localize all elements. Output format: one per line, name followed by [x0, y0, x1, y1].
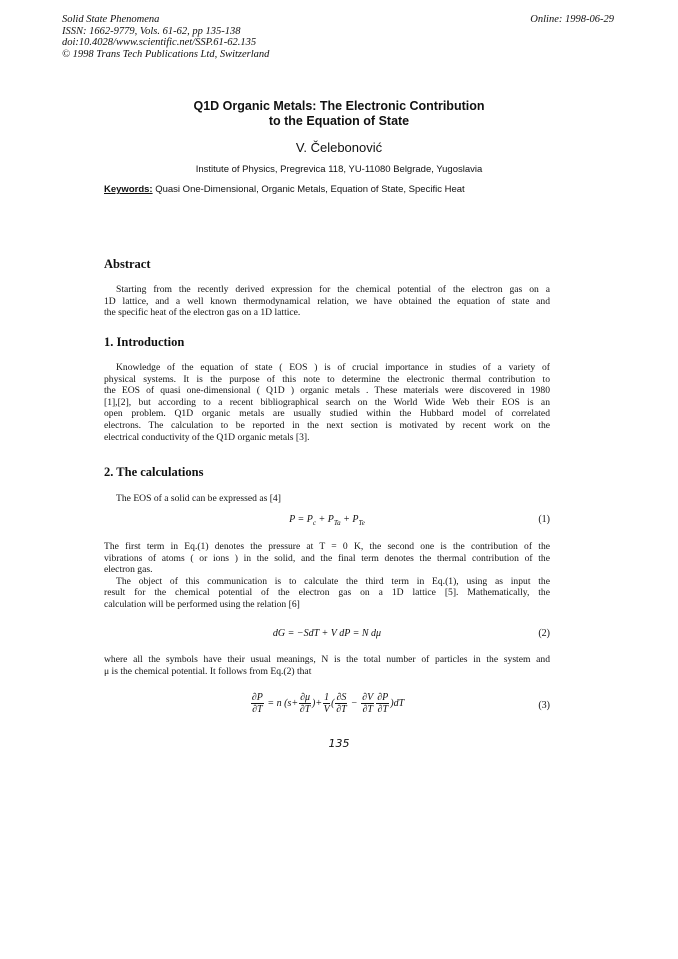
author-name: V. Čelebonović — [295, 140, 383, 155]
text-line: μ is the chemical potential. It follows from Eq.(2) that — [104, 665, 312, 677]
text-line: calculation will be performed using the relation [6] — [104, 598, 300, 610]
abstract-text — [104, 284, 550, 319]
text-line: Knowledge of the equation of state ( EOS ) is of crucial importance in studies of a variety of — [116, 362, 550, 373]
text-line: electrical conductivity of the Q1D organic metals [3]. — [104, 431, 310, 443]
text-line: 1D lattice, and a well known thermodynamical relation, we have obtained the equation of state and — [104, 295, 550, 307]
equation-1-number: (1) — [538, 514, 550, 525]
affiliation: Institute of Physics, Pregrevica 118, YU-11080 Belgrade, Yugoslavia — [195, 164, 483, 175]
text-line: Starting from the recently derived expression for the chemical potential of the electron gas on a — [116, 284, 550, 295]
equation-1 — [104, 514, 550, 528]
issn-line: ISSN: 1662-9779, Vols. 61-62, pp 135-138 — [62, 25, 241, 37]
section-heading-introduction: 1. Introduction — [104, 335, 185, 349]
text-line: [1],[2], but according to a recent bibliographical search on the World Wide Web their EOS is an — [104, 396, 550, 408]
title-line-2: to the Equation of State — [268, 114, 410, 128]
keywords — [104, 184, 465, 195]
equation-3-number: (3) — [538, 700, 550, 711]
equation-2-expression: dG = −SdT + V dP = N dμ — [272, 628, 382, 639]
doi-line: doi:10.4028/www.scientific.net/SSP.61-62.135 — [62, 37, 257, 48]
journal-header — [62, 14, 269, 60]
paper-title — [0, 99, 678, 129]
keywords-label: Keywords: — [104, 184, 153, 195]
text-line: the EOS of quasi one-dimensional ( Q1D ) organic metals . These materials were discovered in 1980 — [104, 385, 550, 397]
introduction-text — [104, 362, 550, 443]
text-line: vibrations of atoms ( or ions ) in the solid, and the final term denotes the thermal contribution of the — [104, 552, 550, 564]
text-line: electrons. The calculation to be reported in the next section is motivated by recent work on the — [104, 419, 550, 431]
page-number: 135 — [328, 737, 350, 750]
calc-eq2-explanation — [104, 654, 550, 677]
text-line: the specific heat of the electron gas on a 1D lattice. — [104, 307, 301, 319]
section-heading-calculations: 2. The calculations — [104, 465, 204, 479]
text-line: The first term in Eq.(1) denotes the pressure at T = 0 K, the second one is the contribution of the — [104, 541, 550, 552]
equation-3 — [104, 692, 550, 722]
equation-3-expression: $\frac{\partial P}{\partial T}$ = n (s+ $\frac{\partial\mu}{\partial T}$ )+ $\frac{1}{V}$ ( $\frac{\partial S}{\partial T}$ − $\frac{\partial V}{\partial T}$ $\frac{\partial P}{\partial T}$ )dT — [251, 692, 405, 715]
text-line: The object of this communication is to calculate the third term in Eq.(1), using as input the — [116, 575, 550, 587]
text-line: where all the symbols have their usual meanings, N is the total number of particles in the system and — [104, 654, 550, 665]
journal-name: Solid State Phenomena — [62, 14, 160, 25]
calc-intro-text — [104, 493, 550, 505]
text-line: open problem. Q1D organic metals are usually studied within the Hubbard model of correlated — [104, 408, 550, 420]
keywords-text: Quasi One-Dimensional, Organic Metals, Equation of State, Specific Heat — [152, 184, 465, 195]
equation-2 — [104, 628, 550, 642]
equation-2-number: (2) — [538, 628, 550, 639]
abstract-heading: Abstract — [104, 257, 151, 271]
calc-eq1-explanation — [104, 541, 550, 611]
text-line: The EOS of a solid can be expressed as [4] — [116, 493, 281, 504]
equation-1-expression: $P = P_c + P_{Ta} + P_{Te}$ — [289, 514, 365, 527]
online-date: Online: 1998-06-29 — [530, 14, 614, 25]
text-line: result for the chemical potential of the electron gas on a 1D lattice [5]. Mathematically, the — [104, 587, 550, 599]
text-line: electron gas. — [104, 564, 153, 576]
title-line-1: Q1D Organic Metals: The Electronic Contribution — [193, 99, 485, 113]
copyright-line: © 1998 Trans Tech Publications Ltd, Switzerland — [62, 48, 270, 60]
text-line: physical systems. It is the purpose of this note to determine the electronic thermal contribution to — [104, 373, 550, 385]
